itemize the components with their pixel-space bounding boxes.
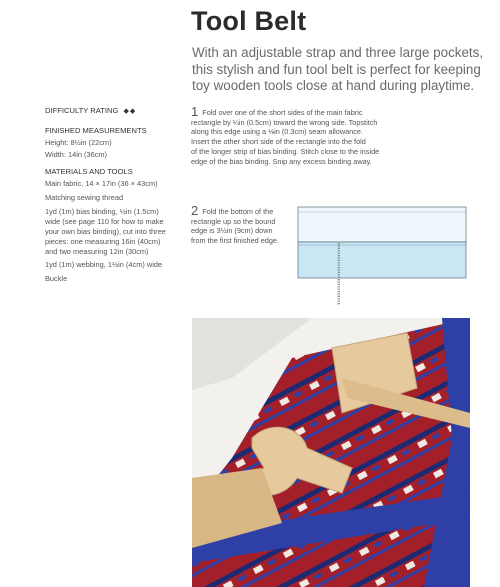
- page-title: Tool Belt: [191, 6, 307, 36]
- binding-line: your own bias binding), cut into three: [45, 227, 166, 236]
- step-1-line: rectangle by ¼in (0.5cm) toward the wrong side. Topstitch: [191, 117, 378, 127]
- project-sidebar: [45, 106, 175, 284]
- binding-line: pieces: one measuring 16in (40cm): [45, 237, 161, 246]
- step-1-number: 1: [191, 104, 199, 119]
- material-item: Main fabric, 14 × 17in (36 × 43cm): [45, 179, 158, 188]
- step-1-text: Fold over one of the short sides of the main fabric: [202, 108, 363, 117]
- height-value: Height: 8½in (22cm): [45, 138, 112, 147]
- difficulty-diamonds-icon: ◆◆: [123, 108, 137, 115]
- folded-pocket: [298, 242, 466, 278]
- step-2-line: [191, 203, 291, 218]
- step-2-number: 2: [191, 203, 199, 218]
- step-1-line: [191, 104, 481, 119]
- step-1-line: along this edge using a ⅛in (0.3cm) seam allowance.: [191, 127, 363, 137]
- material-item: Matching sewing thread: [45, 193, 124, 202]
- difficulty-rating: [45, 106, 175, 117]
- intro-line: toy wooden tools close at hand during playtime.: [192, 78, 475, 93]
- finished-measurements-heading: FINISHED MEASUREMENTS: [45, 126, 147, 135]
- step-2-line: rectangle up so the bound: [191, 216, 276, 226]
- intro-paragraph: [192, 45, 492, 95]
- tool-belt-photo: [192, 318, 470, 587]
- step-1-line: Insert the other short side of the rectangle into the fold: [191, 137, 366, 147]
- materials-heading: MATERIALS AND TOOLS: [45, 167, 133, 176]
- step-2-line: from the first finished edge.: [191, 236, 280, 246]
- fold-diagram: [296, 205, 468, 307]
- intro-line: this stylish and fun tool belt is perfect for keeping: [192, 61, 481, 77]
- binding-line: wide (see page 110 for how to make: [45, 217, 164, 226]
- step-2-line: edge is 3½in (9cm) down: [191, 226, 273, 236]
- step-2-text: Fold the bottom of the: [202, 207, 274, 216]
- width-value: Width: 14in (36cm): [45, 150, 108, 159]
- step-1-line: of the longer strip of bias binding. Stitch close to the inside: [191, 146, 380, 156]
- binding-line: 1yd (1m) bias binding, ½in (1.5cm): [45, 207, 159, 216]
- buckle-material: Buckle: [45, 274, 68, 283]
- webbing-material: 1yd (1m) webbing, 1½in (4cm) wide: [45, 260, 163, 269]
- step-2: [191, 203, 291, 246]
- step-1: [191, 104, 481, 166]
- difficulty-label: DIFFICULTY RATING: [45, 106, 119, 115]
- step-1-line: edge of the bias binding. Snip any excess binding away.: [191, 156, 372, 166]
- intro-line: With an adjustable strap and three large pockets,: [192, 45, 484, 60]
- binding-material: [45, 207, 175, 257]
- binding-line: and two measuring 12in (30cm): [45, 247, 149, 256]
